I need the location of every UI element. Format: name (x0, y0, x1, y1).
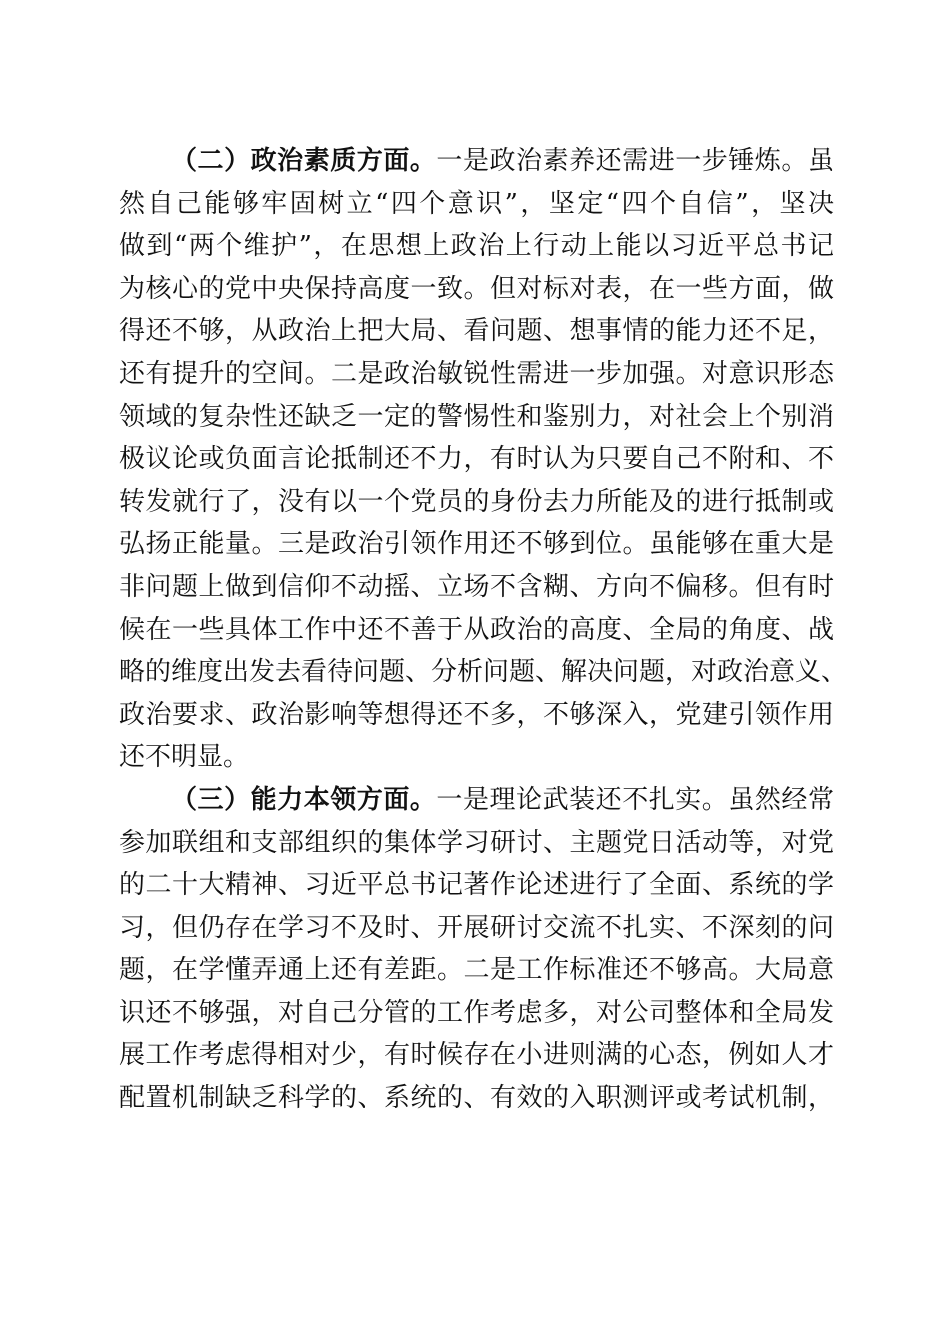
section2-line: 然自己能够牢固树立“四个意识”，坚定“四个自信”，坚决 (119, 188, 834, 219)
section2-line: 转发就行了，没有以一个党员的身份去力所能及的进行抵制或 (119, 486, 834, 517)
section2-first-line-text: 一是政治素养还需进一步锤炼。虽 (436, 146, 834, 176)
section3-line-1 (119, 779, 834, 822)
section3-heading: （三）能力本领方面。 (171, 784, 437, 815)
section2-line: 为核心的党中央保持高度一致。但对标对表，在一些方面，做 (119, 273, 834, 304)
section3-first-line-text: 一是理论武装还不扎实。虽然经常 (436, 784, 834, 815)
section2-line: 非问题上做到信仰不动摇、立场不含糊、方向不偏移。但有时 (119, 571, 834, 602)
section2-line: 做到“两个维护”，在思想上政治上行动上能以习近平总书记 (119, 231, 834, 262)
section3-line: 识还不够强，对自己分管的工作考虑多，对公司整体和全局发 (119, 997, 834, 1028)
section2-heading: （二）政治素质方面。 (171, 146, 437, 176)
section2-line: 弘扬正能量。三是政治引领作用还不够到位。虽能够在重大是 (119, 529, 834, 560)
section3-line: 的二十大精神、习近平总书记著作论述进行了全面、系统的学 (119, 870, 834, 901)
section2-line: 还有提升的空间。二是政治敏锐性需进一步加强。对意识形态 (119, 358, 834, 389)
section2-line: 领域的复杂性还缺乏一定的警惕性和鉴别力，对社会上个别消 (119, 401, 834, 432)
section2-line: 得还不够，从政治上把大局、看问题、想事情的能力还不足， (119, 316, 834, 347)
section2-line: 政治要求、政治影响等想得还不多，不够深入，党建引领作用 (119, 699, 834, 730)
document-body (119, 140, 848, 1120)
section3-line: 题，在学懂弄通上还有差距。二是工作标准还不够高。大局意 (119, 955, 834, 986)
section2-line-1 (119, 140, 834, 183)
section2-line: 极议论或负面言论抵制还不力，有时认为只要自己不附和、不 (119, 444, 834, 475)
section3-line: 配置机制缺乏科学的、系统的、有效的入职测评或考试机制， (119, 1083, 834, 1114)
section2-line: 略的维度出发去看待问题、分析问题、解决问题，对政治意义、 (119, 657, 848, 688)
section3-line: 展工作考虑得相对少，有时候存在小进则满的心态，例如人才 (119, 1040, 834, 1071)
section2-line: 候在一些具体工作中还不善于从政治的高度、全局的角度、战 (119, 614, 834, 645)
section2-line-last: 还不明显。 (119, 742, 250, 773)
section3-line: 习，但仍存在学习不及时、开展研讨交流不扎实、不深刻的问 (119, 912, 834, 943)
section3-line: 参加联组和支部组织的集体学习研讨、主题党日活动等，对党 (119, 827, 834, 858)
